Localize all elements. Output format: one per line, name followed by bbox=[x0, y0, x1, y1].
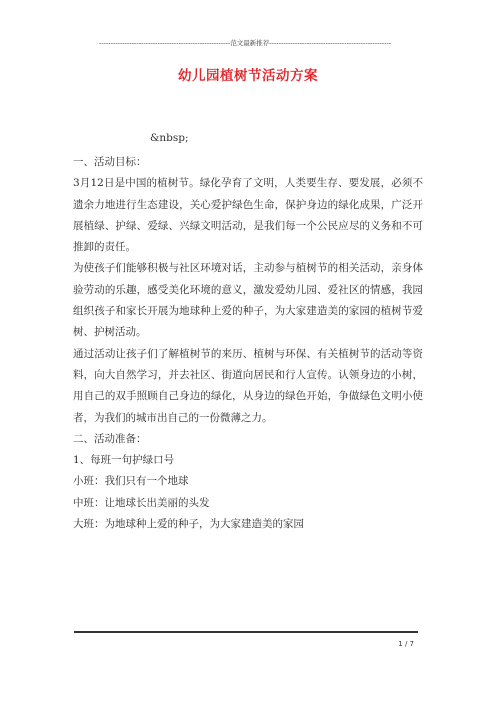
paragraph: 为使孩子们能够积极与社区环境对话，主动参与植树节的相关活动，亲身体验劳动的乐趣，感受美化环境的意义，激发爱幼儿园、爱社区的情感，我园组织孩子和家长开展为地球种上爱的种子，为大家建造美的家园的植树节爱树、护树活动。 bbox=[73, 262, 423, 339]
list-item: 中班：让地球长出美丽的头发 bbox=[73, 496, 210, 509]
header-banner: --------------------------------------------------------范文最新推荐---------------------------------------------------- bbox=[98, 39, 392, 47]
list-item: 1、每班一句护绿口号 bbox=[73, 454, 175, 467]
page-number: 1 / 7 bbox=[398, 640, 414, 648]
nbsp-text: &nbsp; bbox=[150, 132, 189, 144]
document-title: 幼儿园植树节活动方案 bbox=[178, 68, 318, 84]
section-heading-preparation: 二、活动准备： bbox=[73, 432, 147, 445]
footer-divider bbox=[74, 631, 418, 633]
paragraph: 3月12日是中国的植树节。绿化孕育了文明，人类要生存、要发展，必须不遗余力地进行生态建设，关心爱护绿色生命，保护身边的绿化成果，广泛开展植绿、护绿、爱绿、兴绿文明活动，是我们每一个公民应尽的义务和不可推卸的责任。 bbox=[73, 177, 423, 254]
document-body bbox=[73, 152, 423, 535]
list-item: 大班：为地球种上爱的种子，为大家建造美的家园 bbox=[73, 518, 304, 531]
section-heading-goals: 一、活动目标： bbox=[73, 156, 147, 168]
list-item: 小班：我们只有一个地球 bbox=[73, 475, 189, 488]
paragraph: 通过活动让孩子们了解植树节的来历、植树与环保、有关植树节的活动等资料，向大自然学习，并去社区、街道向居民和行人宣传。认领身边的小树，用自己的双手照顾自己身边的绿化，从身边的绿色开始，争做绿色文明小使者，为我们的城市出自己的一份微薄之力。 bbox=[73, 347, 423, 424]
